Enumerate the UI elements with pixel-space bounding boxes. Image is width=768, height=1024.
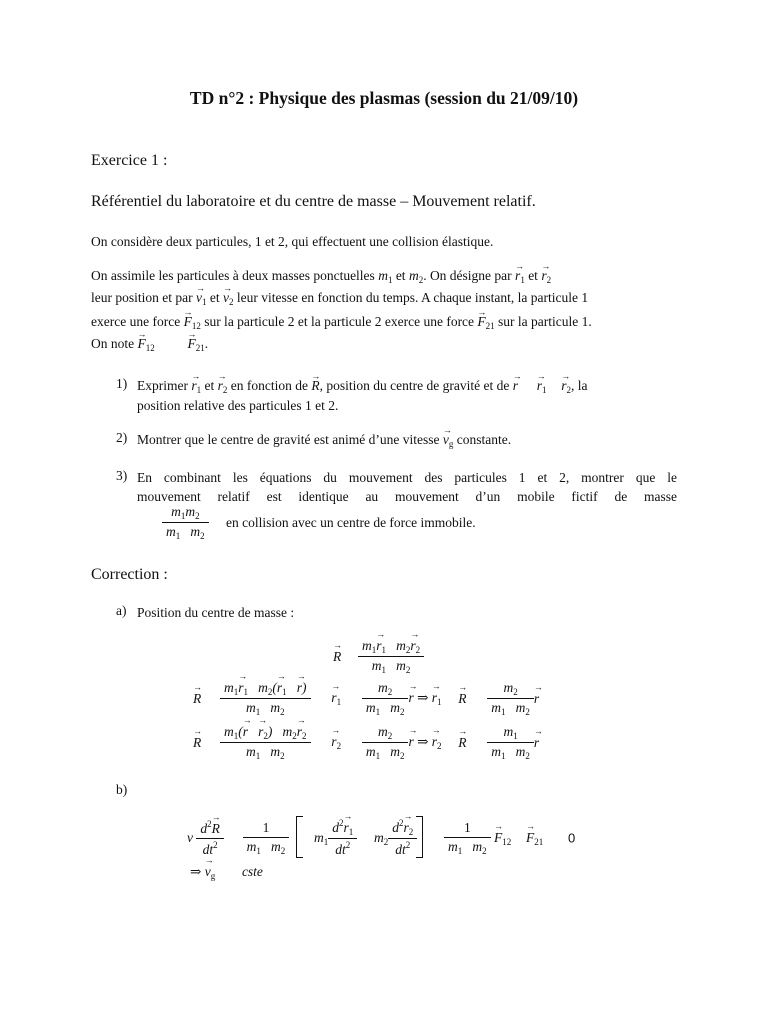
question-3-line-3: en collision avec un centre de force immobile. — [226, 515, 476, 530]
equation-conclusion: ⇒ → $v_g$ cste — [190, 864, 263, 881]
exercise-subtitle: Référentiel du laboratoire et du centre de masse – Mouvement relatif. — [91, 193, 536, 210]
equation-center-of-mass: → R $\frac{m_1\to r_1 m_2\to r_2}{m_1 m_2}$ — [333, 638, 424, 675]
intro-line-5: On note → $F_{12} \to F_{21}$. — [91, 334, 208, 358]
part-a-label: a) — [116, 603, 127, 618]
page-title: TD n°2 : Physique des plasmas (session du 21/09/10) — [189, 88, 579, 108]
question-1-line-2: position relative des particules 1 et 2. — [137, 398, 339, 413]
question-1-number: 1) — [116, 376, 128, 391]
equation-r2: → R $\frac{m_1(\to r \to r_2) m_2\to r_2}{m_1 m_2}$ → $r_2$ $\frac{m_2}{m_1 m_2}$ → r ⇒ → $r_2 \to R$ $\frac{m_1}{m_1 m_2}$ → r — [193, 724, 539, 761]
correction-heading: Correction : — [91, 566, 168, 583]
intro-line-1: On considère deux particules, 1 et 2, qui effectuent une collision élastique. — [91, 234, 494, 249]
part-b-label: b) — [116, 782, 128, 797]
right-bracket — [416, 816, 423, 858]
intro-line-2: On assimile les particules à deux masses ponctuelles $m_1$ et $m_2$. On désigne par → $r_1$ et → $r_2$ — [91, 266, 551, 290]
equation-acceleration: v $\frac{d^2\to R}{dt^2}$ $\frac{1}{m_1 m_2}$ $m_1$ $\frac{d^2\to r_1}{dt^2}$ $m_2$ $\frac{d^2\to r_2}{dt^2}$ $\frac{1}{m_1 m_2}$ → $F_{12} \to F_{21}$ 0 — [187, 818, 575, 858]
exercise-heading: Exercice 1 : — [91, 152, 168, 169]
question-1-line-1: Exprimer → $r_1$ et → $r_2$ en fonction de → R, position du centre de gravité et de → $r \to r_1 \to r_2$, la — [137, 376, 587, 400]
reduced-mass-fraction: $\frac{m_1m_2}{m_1 m_2}$ — [162, 504, 209, 541]
question-3-number: 3) — [116, 468, 128, 483]
left-bracket — [296, 816, 303, 858]
intro-line-4: exerce une force → $F_{12}$ sur la particule 2 et la particule 2 exerce une force → $F_{21}$ sur la particule 1. — [91, 312, 592, 336]
intro-line-3: leur position et par → $v_1$ et → $v_2$ leur vitesse en fonction du temps. A chaque instant, la particule 1 — [91, 288, 588, 312]
question-3-line-2: mouvement relatif est identique au mouvement d’un mobile fictif de masse — [137, 489, 677, 504]
part-a-text: Position du centre de masse : — [137, 605, 295, 620]
question-2-text: Montrer que le centre de gravité est animé d’une vitesse → $v_g$ constante. — [137, 430, 511, 454]
equation-r1: → R $\frac{m_1\to r_1 m_2(\to r_1 \to r)}{m_1 m_2}$ → $r_1$ $\frac{m_2}{m_1 m_2}$ → r ⇒ → $r_1 \to R$ $\frac{m_2}{m_1 m_2}$ → r — [193, 680, 539, 717]
question-3-line-1: En combinant les équations du mouvement des particules 1 et 2, montrer que le — [137, 470, 677, 485]
question-2-number: 2) — [116, 430, 128, 445]
